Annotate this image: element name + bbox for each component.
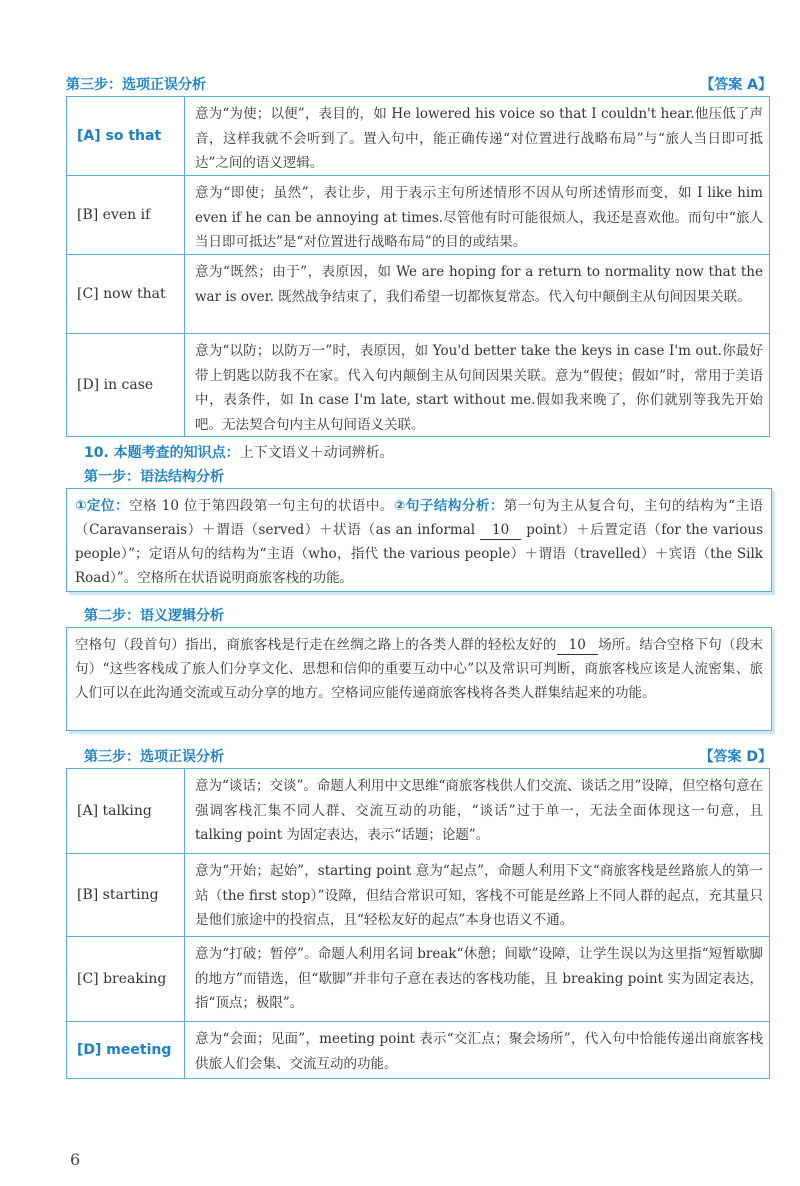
- step2-header: [84, 605, 790, 625]
- option-label: [B] even if: [67, 176, 185, 254]
- option-row: [67, 333, 769, 436]
- step3-header: [84, 746, 772, 766]
- option-text: 意为“即使；虽然”，表让步，用于表示主句所述情形不因从句所述情形而变，如 I like him even if he can be annoying at times.尽管他有时可能很烦人，我还是喜欢他。而句中“旅人当日即可抵达”是“对位置进行战略布局”的目的或结果。: [195, 185, 763, 250]
- blank-10: 10: [480, 521, 521, 540]
- option-label: [D] in case: [67, 334, 185, 436]
- options-table-2: [66, 768, 770, 1079]
- option-row: [67, 853, 769, 936]
- step1-label-2: ②句子结构分析：: [393, 498, 504, 514]
- step2-title: 第二步：语义逻辑分析: [84, 608, 224, 624]
- option-text: 意为“以防；以防万一”时，表原因，如 You'd better take the keys in case I'm out.你最好带上钥匙以防我不在家。代入句内颠倒主从句间因果关联。意为“假使；假如”时，常用于美语中，表条件，如 In case I'm late, start without me.假如我来晚了，你们就别等我先开始吧。无法契合句内主从句间语义关联。: [195, 343, 763, 433]
- answer-label: 【答案 D】: [699, 749, 772, 765]
- blank-10: 10: [557, 636, 598, 655]
- option-label: [D] meeting: [67, 1022, 185, 1078]
- step1-text-1: 空格 10 位于第四段第一句主句的状语中。: [128, 498, 394, 514]
- answer-label: 【答案 A】: [700, 77, 772, 93]
- option-row: [67, 1021, 769, 1078]
- option-text: 意为“会面；见面”，meeting point 表示“交汇点；聚会场所”，代入句中恰能传递出商旅客栈供旅人们会集、交流互动的功能。: [195, 1031, 763, 1072]
- option-row: [67, 97, 769, 175]
- option-row: [67, 936, 769, 1021]
- option-label: [C] breaking: [67, 937, 185, 1021]
- step2-text-a: 空格句（段首句）指出，商旅客栈是行走在丝绸之路上的各类人群的轻松友好的: [75, 637, 557, 653]
- page-number: 6: [70, 1150, 81, 1169]
- step3-title: 第三步：选项正误分析: [84, 749, 224, 765]
- step1-header: [84, 466, 790, 486]
- step2-text-b: 场所。结合空格下句（段末句）“这些客栈成了旅人们分享文化、思想和信仰的重要互动中心”以及常识可判断，商旅客栈应该是人流密集、旅人们可以在此沟通交流或互动分享的地方。空格词应能传递商旅客栈将各类人群集结起来的功能。: [75, 637, 764, 701]
- step1-title: 第一步：语法结构分析: [84, 469, 224, 485]
- question-number: 10. 本题考查的知识点：: [84, 445, 240, 461]
- option-text: 意为“既然；由于”，表原因，如 We are hoping for a return to normality now that the war is over. 既然战争结束了，我们希望一切都恢复常态。代入句中颠倒主从句间因果关联。: [195, 264, 763, 305]
- option-label: [C] now that: [67, 255, 185, 333]
- step1-text-2a: 第一句为主从复合句，主句的结构为“主语（Caravanserais）＋谓语（served）＋状语（as an informal: [75, 498, 763, 538]
- option-text: 意为“为使；以便”，表目的，如 He lowered his voice so that I couldn't hear.他压低了声音，这样我就不会听到了。置入句中，能正确传递“对位置进行战略布局”与“旅人当日即可抵达”之间的语义逻辑。: [195, 106, 763, 171]
- option-row: [67, 175, 769, 254]
- step3-title: 第三步：选项正误分析: [66, 77, 206, 93]
- question-topic: 上下文语义＋动词辨析。: [239, 445, 394, 461]
- option-text: 意为“打破；暂停”。命题人利用名词 break“休憩；间歇”设障，让学生误以为这里指“短暂歇脚的地方”而错选，但“歇脚”并非句子意在表达的客栈功能，且 breaking point 实为固定表达，指“顶点；极限”。: [195, 946, 763, 1011]
- option-text: 意为“开始；起始”，starting point 意为“起点”，命题人利用下文“商旅客栈是丝路旅人的第一站（the first stop）”设障，但结合常识可知，客栈不可能是丝路上不同人群的起点，充其量只是他们旅途中的投宿点，且“轻松友好的起点”本身也语义不通。: [195, 863, 763, 928]
- option-text: 意为“谈话；交谈”。命题人利用中文思维“商旅客栈供人们交流、谈话之用”设障，但空格句意在强调客栈汇集不同人群、交流互动的功能，“谈话”过于单一，无法全面体现这一句意，且 talking point 为固定表达，表示“话题；论题”。: [195, 778, 763, 843]
- step1-box: [66, 488, 772, 592]
- option-label: [B] starting: [67, 854, 185, 936]
- option-row: [67, 769, 769, 853]
- option-label: [A] so that: [67, 97, 185, 175]
- step1-label-1: ①定位：: [75, 498, 129, 514]
- section1-header: [66, 74, 772, 94]
- option-label: [A] talking: [67, 769, 185, 853]
- step1-text-2b: point）＋后置定语（for the various people）”；定语从句的结构为“主语（who，指代 the various people）＋谓语（travelled）＋宾语（the Silk Road）”。空格所在状语说明商旅客栈的功能。: [75, 522, 763, 586]
- question-title: [84, 442, 394, 462]
- options-table-1: [66, 96, 770, 437]
- step2-box: [66, 627, 772, 731]
- option-row: [67, 254, 769, 333]
